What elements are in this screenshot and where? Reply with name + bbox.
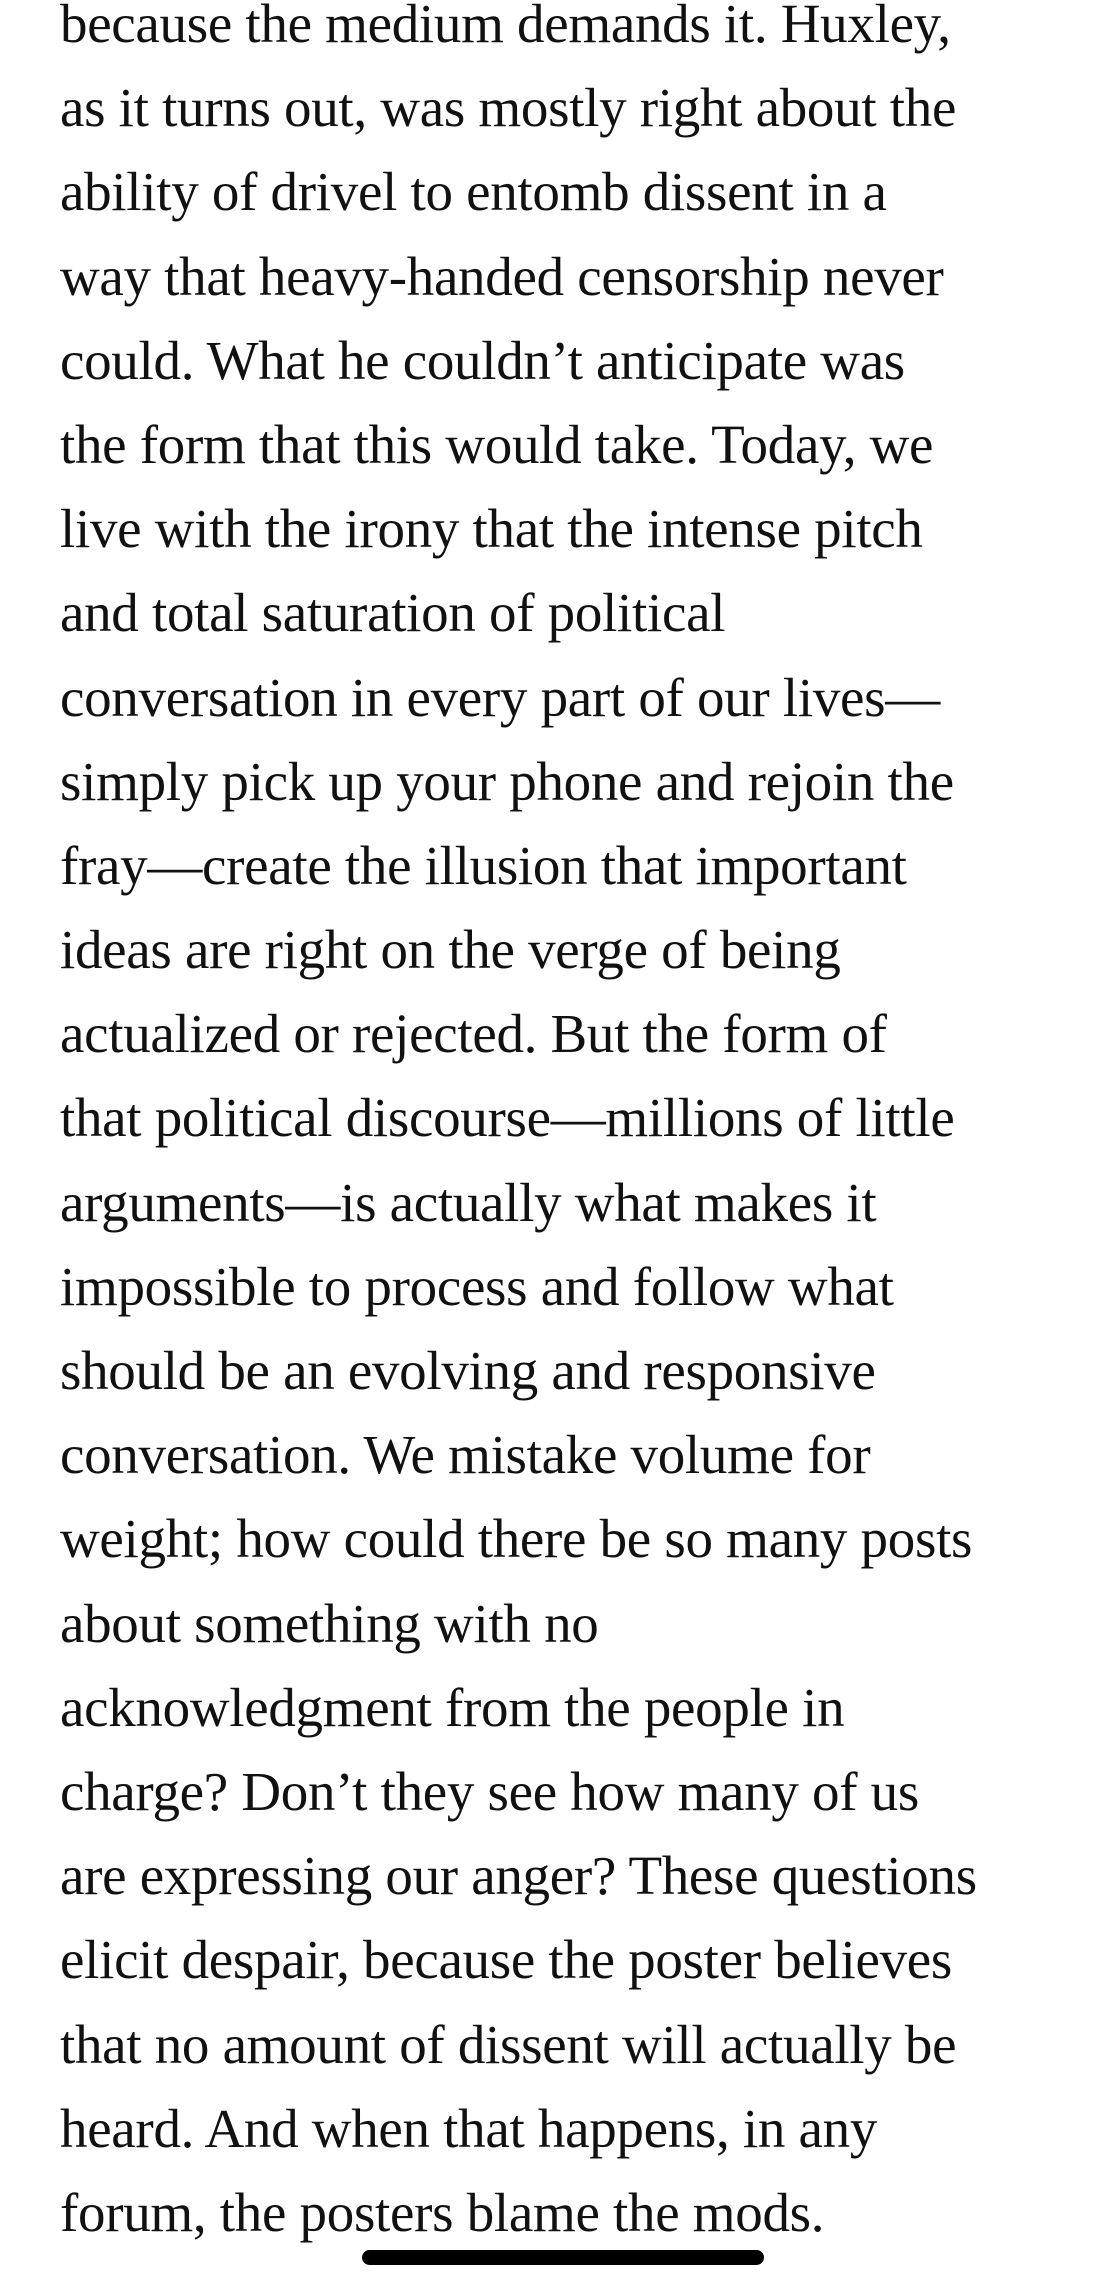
article-line: ability of drivel to entomb dissent in a bbox=[60, 161, 887, 223]
article-line: simply pick up your phone and rejoin the bbox=[60, 750, 954, 812]
article-line: about something with no bbox=[60, 1592, 599, 1654]
article-line: weight; how could there be so many posts bbox=[60, 1508, 973, 1570]
article-line: that no amount of dissent will actually be bbox=[60, 2013, 957, 2075]
article-line: fray—create the illusion that important bbox=[60, 834, 907, 896]
article-line: elicit despair, because the poster believes bbox=[60, 1929, 953, 1991]
article-line: way that heavy-handed censorship never bbox=[60, 245, 944, 307]
article-line: acknowledgment from the people in bbox=[60, 1676, 845, 1738]
article-line: and total saturation of political bbox=[60, 582, 726, 644]
article-line: live with the irony that the intense pitch bbox=[60, 498, 923, 560]
article-line: should be an evolving and responsive bbox=[60, 1340, 876, 1401]
article-line: that political discourse—millions of little bbox=[60, 1087, 955, 1149]
article-line: conversation. We mistake volume for bbox=[60, 1424, 871, 1486]
article-line: the form that this would take. Today, we bbox=[60, 413, 934, 475]
article-body bbox=[60, 0, 1070, 2255]
article-line: ideas are right on the verge of being bbox=[60, 919, 841, 981]
home-indicator[interactable] bbox=[362, 2250, 764, 2265]
article-line: charge? Don’t they see how many of us bbox=[60, 1760, 919, 1822]
article-line: forum, the posters blame the mods. bbox=[60, 2181, 825, 2243]
article-line: actualized or rejected. But the form of bbox=[60, 1003, 887, 1065]
article-line: because the medium demands it. Huxley, bbox=[60, 0, 951, 54]
article-line: as it turns out, was mostly right about the bbox=[60, 77, 957, 139]
article-line: arguments—is actually what makes it bbox=[60, 1171, 877, 1233]
article-line: could. What he couldn’t anticipate was bbox=[60, 329, 905, 391]
article-line: conversation in every part of our lives— bbox=[60, 666, 940, 728]
article-line: are expressing our anger? These questions bbox=[60, 1845, 977, 1907]
article-line: impossible to process and follow what bbox=[60, 1255, 894, 1317]
article-line: heard. And when that happens, in any bbox=[60, 2097, 878, 2159]
